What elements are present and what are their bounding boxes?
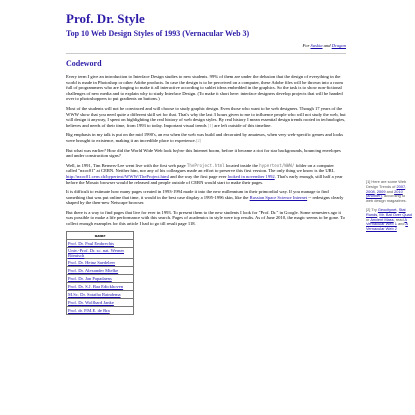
paragraph-5-b: located inside the bbox=[224, 162, 260, 168]
table-header-name: name bbox=[67, 231, 134, 239]
table-cell bbox=[67, 306, 134, 314]
sidenote-1-end: , according to web design magazines. bbox=[366, 193, 407, 204]
russian-space-science-link[interactable]: Russian Space Science Internet bbox=[249, 194, 308, 200]
paragraph-6 bbox=[66, 189, 346, 206]
dedication bbox=[66, 43, 346, 48]
table-row bbox=[67, 266, 134, 274]
name-link[interactable]: Prof. Dr. Alexander Mielke bbox=[68, 267, 119, 273]
table-row bbox=[67, 247, 134, 258]
table-cell bbox=[67, 266, 134, 274]
paragraph-4-b: this Internet boom, before it became a riot for star backgrounds, bouncing envelopes and under construction signs? bbox=[66, 147, 341, 159]
sidenote-link-2007[interactable]: 2007 bbox=[396, 183, 406, 189]
paragraph-5-c: folder on a computer called "nxoc01" at CERN. Neither him, nor any of his colleagues made an effort to preserve this first version. The only thing we know is the URL bbox=[66, 162, 335, 174]
sidenote-link-2010[interactable]: 2010 bbox=[394, 188, 403, 194]
paragraph-4-emphasis: before bbox=[172, 147, 185, 153]
sidenote-1 bbox=[366, 180, 412, 204]
table-row bbox=[67, 239, 134, 247]
sidenote-link-2008[interactable]: 2008 bbox=[366, 188, 375, 194]
sidenote-link-ancient-mass[interactable]: Ancient Mass bbox=[370, 216, 394, 222]
paragraph-7: But there is a way to find pages that live for ever in 1993. To present them to the new students I look for "Prof. Dr." in Google. Some semesters ago it was possible to make a life performance with this search. Pages of academics in style were top results. As of June 2010, the magic seems to be gone. To collect enough examples for this article I had to go till result page 118. bbox=[66, 209, 345, 227]
names-table bbox=[66, 231, 134, 315]
sidenote-and: and bbox=[396, 221, 406, 227]
november-1992-link[interactable]: looked in november 1992 bbox=[227, 173, 275, 179]
sidenote-link-vernacular-1[interactable]: A Vernacular Web 1 bbox=[366, 216, 408, 227]
table-row bbox=[67, 282, 134, 290]
table-cell bbox=[67, 274, 134, 282]
table-cell bbox=[67, 282, 134, 290]
page-subtitle: Top 10 Web Design Styles of 1993 (Vernacular Web 3) bbox=[66, 29, 250, 38]
sidenote-link-geocitynet[interactable]: Geocitynet bbox=[377, 206, 397, 212]
table-cell bbox=[67, 290, 134, 298]
table-row bbox=[67, 290, 134, 298]
dedication-prefix: For bbox=[302, 43, 311, 48]
sidenote-link-vernacular-2[interactable]: A Vernacular Web 2 bbox=[366, 221, 408, 232]
table-header-row bbox=[67, 231, 134, 239]
dedication-and: and bbox=[322, 43, 332, 48]
sidenote-and: and bbox=[385, 188, 395, 194]
sidenote-link-stat-runds[interactable]: Stat Runds bbox=[366, 206, 406, 217]
sidenote-sep: , bbox=[374, 188, 377, 194]
footnote-ref-2[interactable]: [2] bbox=[195, 137, 202, 143]
table-row bbox=[67, 274, 134, 282]
paragraph-5-e: . That's early enough, still half a year before the Mosaic browser would be released and people outside of CERN would start to make their pages. bbox=[66, 173, 343, 185]
main-column bbox=[66, 12, 346, 315]
paragraph-3-text: Big emphasis in my talk is put on the mid 1990's, an era when the web was build and decorated by amateurs, when very web-specific genres and looks were brought to existence, making it an incredible place to experience. bbox=[66, 132, 344, 143]
sidenote-link-another[interactable]: (another) bbox=[366, 193, 382, 199]
sidenote-2-text2: , read bbox=[393, 216, 405, 222]
table-cell bbox=[67, 247, 134, 258]
name-link[interactable]: Prof. dr. P.M.E. de Bra bbox=[68, 307, 110, 313]
name-link[interactable]: Prof. Dr. Paul Embrechts bbox=[68, 240, 115, 246]
name-link[interactable]: Univ.-Prof. Dr. sc. nat. Werner Römisch bbox=[68, 247, 125, 258]
table-row bbox=[67, 298, 134, 306]
sidenotes bbox=[366, 180, 412, 236]
paragraph-5 bbox=[66, 163, 346, 185]
paragraph-2 bbox=[66, 106, 346, 128]
sidenote-2-ref: [2] bbox=[366, 206, 371, 212]
page-title: Prof. Dr. Style bbox=[66, 11, 145, 26]
name-link[interactable]: Prof. Dr. Jan Papadaens bbox=[68, 275, 112, 281]
paragraph-3 bbox=[66, 132, 346, 143]
paragraph-2-end: are left outside of this timeline. bbox=[214, 122, 272, 128]
paragraph-2-text: Most of the students will not be convinced and will choose to study graphic design. Even those who want to be web designers. Though 17 years of the WWW show that you need quite a different skill set for that. That's why the last 3 hours given to me to influence people who will not study the web, but will design it anyway, I spent on highlighting the real history of web design styles. By real history I mean essential design trends rooted in technologies, believes and needs of their time, from 1993 to today. Important visual trends bbox=[66, 105, 346, 128]
table-cell bbox=[67, 258, 134, 266]
paragraph-6-b: -- redesigns clearly shaped by the then-new Netscape browser. bbox=[66, 194, 344, 206]
sidenote-link-2009[interactable]: 2009 bbox=[376, 188, 386, 194]
table-row bbox=[67, 258, 134, 266]
paragraph-5-d: and the way the first page ever bbox=[168, 173, 228, 179]
section-title: Codeword bbox=[66, 59, 102, 68]
name-link[interactable]: M.Sc. Dr. Sotatha Raindema bbox=[68, 291, 121, 297]
divider bbox=[66, 53, 346, 54]
name-link[interactable]: Prof. Dr. S.J. Baa Edickhoven bbox=[68, 283, 124, 289]
sidenote-1-ref: [1] bbox=[366, 179, 371, 184]
sidenote-2-text: Try bbox=[370, 206, 378, 212]
footnote-ref-1[interactable]: [1] bbox=[206, 122, 215, 128]
paragraph-5-a: Well, in 1991, Tim Berners-Lee went live with the first web page bbox=[66, 162, 187, 168]
paragraph-1: Every term I give an introduction to Interface Design studies to new students. 99% of them are under the delusion that the design of everything in the world is made in Photoshop or other Adobe products. In case the design is to be perceived on a computer, these Adobe files will be thrown into a room full of programmers who are longing to make it all interactive according to sublet ideas embedded in the graphics. So the task is to show non-fictional challenges of new media and to explain why to study Interface Design. (To make it short here: interface designers develop projects that will be handed over to photoshoppers to put gradients on buttons.) bbox=[66, 74, 343, 102]
table-cell bbox=[67, 239, 134, 247]
sidenote-sep: , bbox=[377, 211, 380, 217]
paragraph-4-a: But what was earlier? How did the World Wide Web look bbox=[66, 147, 173, 153]
sidenote-2 bbox=[366, 208, 412, 232]
sidenote-1-text: Here are some Web Design Trends of bbox=[366, 179, 407, 189]
paragraph-6-a: It is difficult to estimate how many pages created in 1993-1994 made it into the new millennium in their primordial way. If you manage to find something that was put online that time, it would in the best case display a 1995-1996 skin, like the bbox=[66, 189, 329, 200]
name-link[interactable]: Prof. Dr. Wolfhard Janke bbox=[68, 299, 114, 305]
first-page-url-link[interactable]: http://nxoc01.cern.ch/hypertext/WWW/TheProject.html bbox=[66, 173, 169, 179]
table-row bbox=[67, 306, 134, 314]
sidenote-or: or bbox=[366, 216, 371, 222]
sidenote-link-mr-bat[interactable]: Mr. Bat Over Quad bbox=[379, 211, 412, 217]
dedication-link-dragan[interactable]: Dragan bbox=[331, 43, 346, 48]
code-filename: TheProject.html bbox=[186, 162, 225, 168]
name-link[interactable]: Prof. Dr. Heinz Saedeleer bbox=[68, 259, 116, 265]
paragraph-4 bbox=[66, 148, 346, 159]
table-cell bbox=[67, 298, 134, 306]
sidenote-sep: , bbox=[405, 183, 407, 189]
code-folder: hypertext/WWW/ bbox=[259, 162, 295, 168]
sidenote-sep: , bbox=[396, 206, 399, 212]
dedication-link-saskia[interactable]: Saskia bbox=[310, 43, 323, 48]
